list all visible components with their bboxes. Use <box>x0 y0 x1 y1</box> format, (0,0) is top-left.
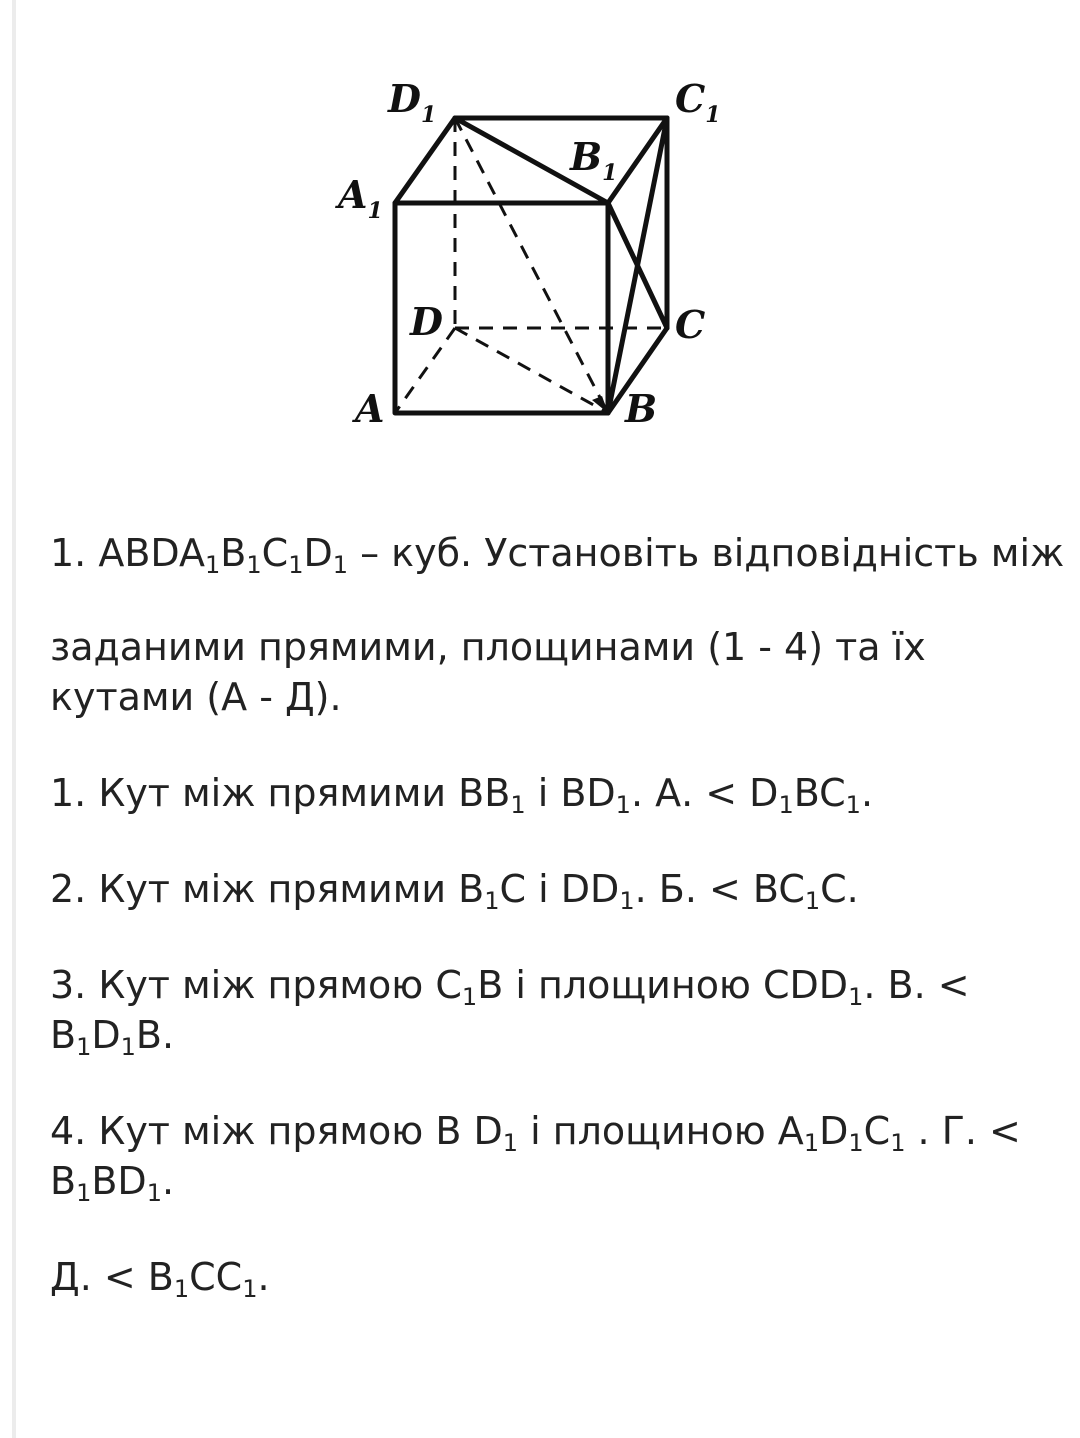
cube-figure <box>330 70 750 440</box>
label-c1: $C_1$ <box>675 76 721 128</box>
label-b: B <box>625 386 658 431</box>
problem-text <box>50 528 1065 1348</box>
item-1: 1. Кут між прямими $BB_1$ і $BD_1$. А. < $D_1BC_1$. <box>50 771 874 819</box>
item-2: 2. Кут між прямими $B_1C$ і $DD_1$. Б. < $BC_1C$. <box>50 867 859 915</box>
label-c: C <box>675 302 706 347</box>
problem-intro: 1. $ABDA_1B_1C_1D_1$ – куб. Установіть відповідність між <box>50 531 1065 579</box>
edge-a1d1 <box>395 118 455 203</box>
label-a1: $A_1$ <box>338 172 383 224</box>
item-5: Д. < $B_1CC_1$. <box>50 1255 270 1303</box>
left-margin-rule <box>12 0 16 1438</box>
item-3: 3. Кут між прямою $C_1B$ і площиною $CDD_1$. В. < $B_1D_1B$. <box>50 963 970 1061</box>
label-b1: $B_1$ <box>570 134 618 186</box>
label-a: A <box>355 386 385 431</box>
label-d1: $D_1$ <box>388 76 437 128</box>
diagonal-db <box>455 328 608 413</box>
problem-intro-continued: заданими прямими, площинами (1 - 4) та їх кутами (А - Д). <box>50 625 926 719</box>
cube-diagram <box>330 70 750 440</box>
label-d: D <box>410 299 443 344</box>
item-4: 4. Кут між прямою B $D_1$ і площиною $A_1D_1C_1$ . Г. < $B_1BD_1$. <box>50 1109 1021 1207</box>
